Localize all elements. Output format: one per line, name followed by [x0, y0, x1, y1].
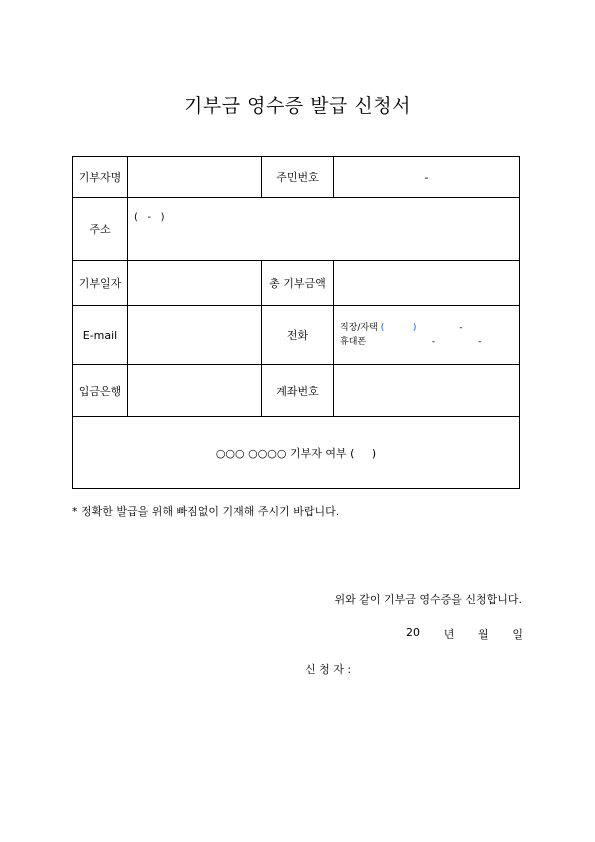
donor-status-field[interactable] — [73, 417, 520, 489]
phone-area-close: ) — [412, 323, 417, 333]
phone-label: 전화 — [262, 306, 334, 365]
donor-name-label: 기부자명 — [73, 157, 128, 198]
resident-number-label: 주민번호 — [262, 157, 334, 198]
postal-code-placeholder: ( - ) — [134, 212, 165, 223]
donor-status-text: ○○○ ○○○○ 기부자 여부 ( ) — [215, 446, 377, 460]
phone-area-open: ( — [380, 323, 385, 333]
instruction-note: * 정확한 발급을 위해 빠짐없이 기재해 주시기 바랍니다. — [72, 505, 340, 518]
account-number-field[interactable] — [334, 365, 520, 417]
phone-work-home-dash: - — [459, 323, 463, 333]
donation-date-label: 기부일자 — [73, 261, 128, 306]
row-bank — [73, 365, 520, 417]
donor-name-field[interactable] — [128, 157, 262, 198]
date-year: 년 — [443, 628, 455, 641]
email-label: E-mail — [73, 306, 128, 365]
date-day: 일 — [512, 628, 523, 641]
total-amount-label: 총 기부금액 — [262, 261, 334, 306]
row-donation-date — [73, 261, 520, 306]
date-month: 월 — [478, 628, 489, 641]
phone-mobile-label: 휴대폰 — [340, 337, 367, 347]
form-title: 기부금 영수증 발급 신청서 — [183, 95, 411, 117]
phone-work-home-row — [340, 321, 519, 335]
resident-number-field[interactable]: - — [334, 157, 520, 198]
applicant-signature-line: 신 청 자 : — [305, 663, 352, 676]
phone-field[interactable] — [334, 306, 520, 365]
application-declaration: 위와 같이 기부금 영수증을 신청합니다. — [334, 593, 522, 606]
address-field[interactable] — [128, 198, 520, 261]
date-year-prefix: 20 — [406, 626, 420, 639]
application-date — [406, 626, 523, 642]
address-label: 주소 — [73, 198, 128, 261]
phone-mobile-dash-2: - — [478, 337, 482, 347]
deposit-bank-field[interactable] — [128, 365, 262, 417]
row-donor-status — [73, 417, 520, 489]
email-field[interactable] — [128, 306, 262, 365]
row-address — [73, 198, 520, 261]
account-number-label: 계좌번호 — [262, 365, 334, 417]
row-email-phone — [73, 306, 520, 365]
phone-mobile-dash-1: - — [431, 337, 436, 347]
deposit-bank-label: 입금은행 — [73, 365, 128, 417]
phone-mobile-row — [340, 335, 519, 349]
total-amount-field[interactable] — [334, 261, 520, 306]
row-donor-name — [73, 157, 520, 198]
phone-work-home-label: 직장/자택 — [340, 323, 378, 333]
application-form-table — [72, 156, 520, 489]
donation-date-field[interactable] — [128, 261, 262, 306]
